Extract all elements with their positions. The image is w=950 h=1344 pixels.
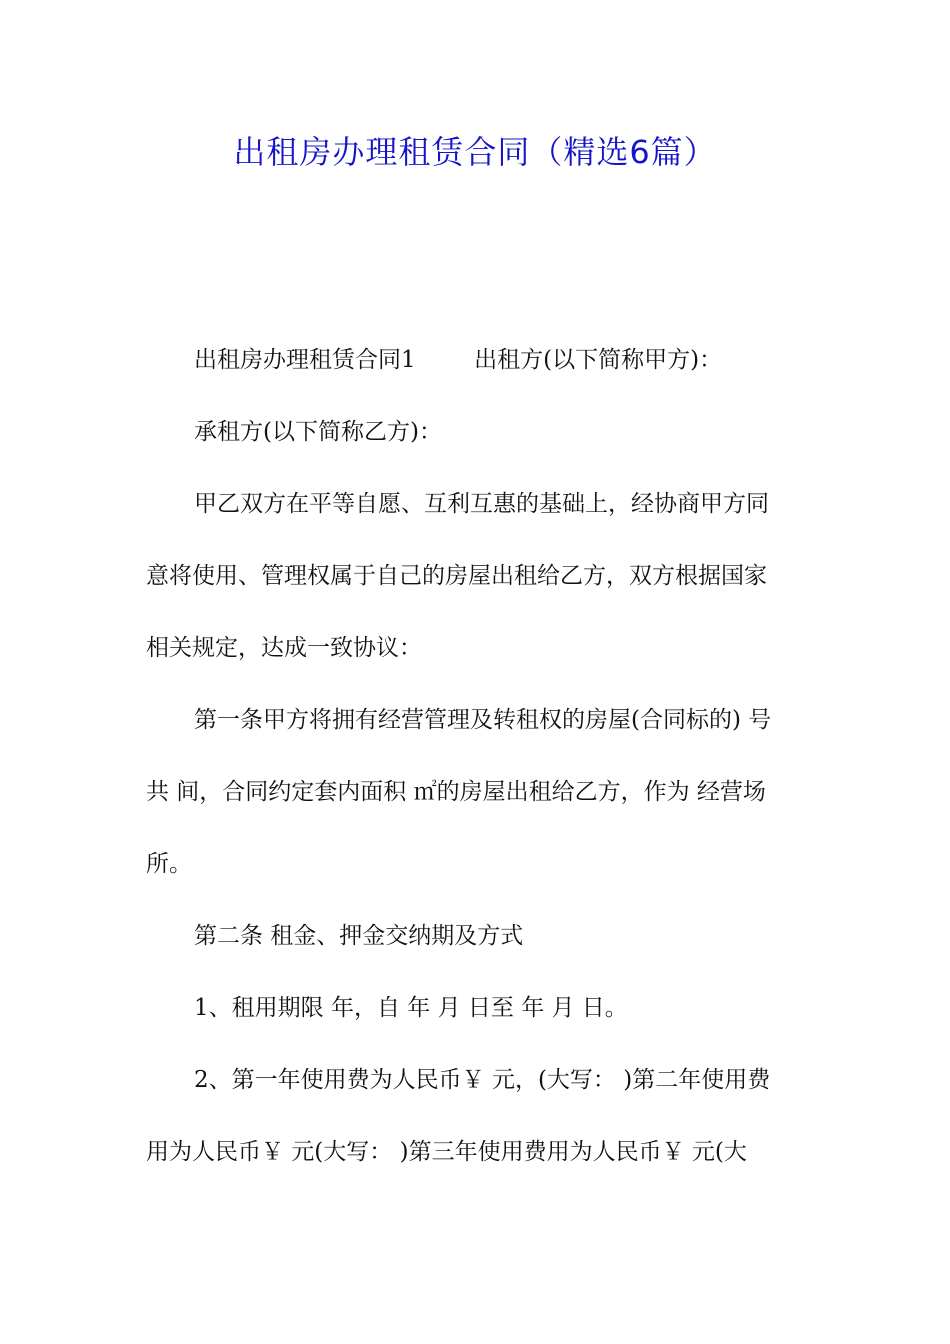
document-body — [146, 324, 810, 1188]
line-1: 出租房办理租赁合同1 出租方(以下简称甲方)： — [194, 347, 723, 373]
line-4: 意将使用、管理权属于自己的房屋出租给乙方，双方根据国家 — [146, 563, 767, 589]
line-2: 承租方(以下简称乙方)： — [194, 419, 442, 445]
line-8: 所。 — [146, 851, 192, 877]
line-7: 共 间，合同约定套内面积 ㎡的房屋出租给乙方，作为 经营场 — [146, 779, 766, 805]
line-11: 2、第一年使用费为人民币￥ 元，(大写： )第二年使用费 — [194, 1067, 771, 1093]
line-6: 第一条甲方将拥有经营管理及转租权的房屋(合同标的) 号 — [194, 707, 772, 733]
line-12: 用为人民币￥ 元(大写： )第三年使用费用为人民币￥ 元(大 — [146, 1139, 747, 1165]
line-9: 第二条 租金、押金交纳期及方式 — [194, 923, 524, 949]
document-title: 出租房办理租赁合同（精选6篇） — [233, 133, 717, 171]
line-3: 甲乙双方在平等自愿、互利互惠的基础上，经协商甲方同 — [194, 491, 769, 517]
line-5: 相关规定，达成一致协议： — [146, 635, 422, 661]
line-10: 1、租用期限 年，自 年 月 日至 年 月 日。 — [194, 995, 628, 1021]
